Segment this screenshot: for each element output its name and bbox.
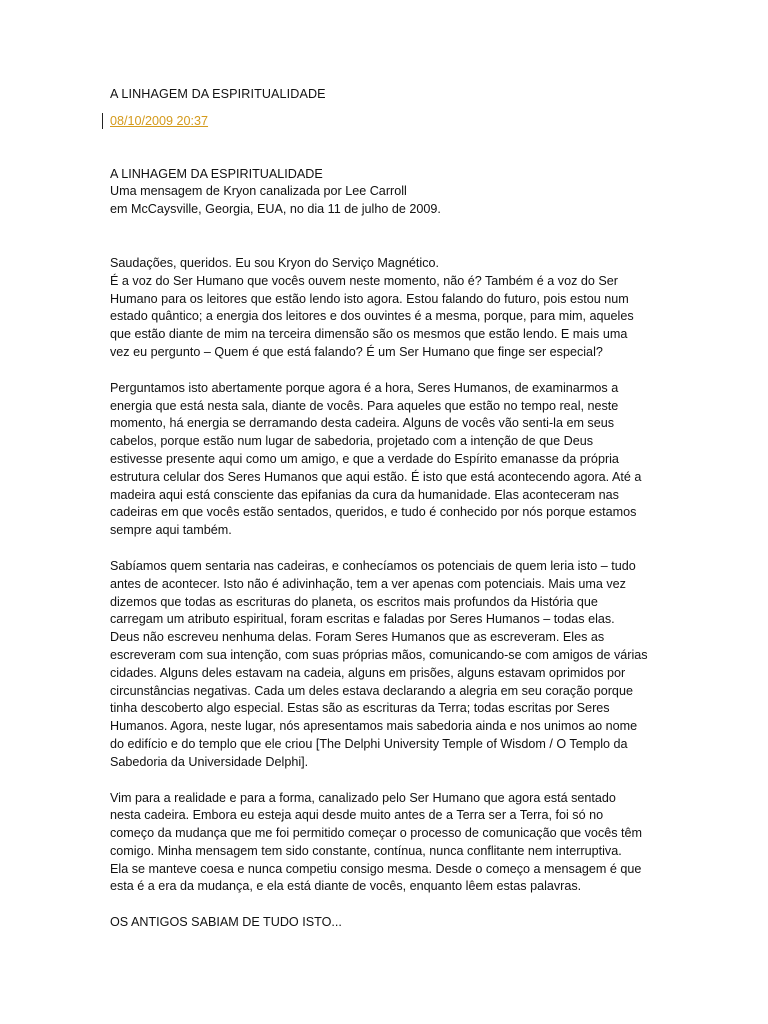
paragraph-line: momento, há energia se derramando desta cadeira. Alguns de vocês vão senti-la em seus: [110, 416, 615, 431]
paragraph-1: [110, 255, 670, 362]
paragraph-line: tinha descoberto algo especial. Estas são as escrituras da Terra; todas escritas por Seres: [110, 701, 610, 716]
intro-line: Uma mensagem de Kryon canalizada por Lee Carroll: [110, 184, 407, 199]
paragraph-line: que estão diante de mim na terceira dimensão são os mesmos que estão lendo. E mais uma: [110, 327, 628, 342]
paragraph-line: Sabíamos quem sentaria nas cadeiras, e conhecíamos os potenciais de quem leria isto – tudo: [110, 558, 636, 573]
paragraph-line: madeira aqui está consciente das epifanias da cura da humanidade. Elas aconteceram nas: [110, 487, 619, 502]
paragraph-line: cadeiras em que vocês estão sentados, queridos, e tudo é conhecido por nós porque estamos: [110, 505, 637, 520]
intro-line: A LINHAGEM DA ESPIRITUALIDADE: [110, 166, 323, 181]
paragraph-line: escreveram com sua intenção, com suas próprias mãos, comunicando-se com amigos de várias: [110, 647, 648, 662]
paragraph-line: Perguntamos isto abertamente porque agora é a hora, Seres Humanos, de examinarmos a: [110, 380, 619, 395]
section-heading-text: OS ANTIGOS SABIAM DE TUDO ISTO...: [110, 915, 342, 930]
paragraph-line: carregam um atributo espiritual, foram escritas e faladas por Seres Humanos – todas elas.: [110, 612, 615, 627]
paragraph-line: sempre aqui também.: [110, 523, 232, 538]
text-cursor: [102, 113, 103, 129]
paragraph-line: cidades. Alguns deles estavam na cadeia, alguns em prisões, alguns estavam oprimidos por: [110, 665, 626, 680]
paragraph-line: nesta cadeira. Embora eu esteja aqui desde muito antes de a Terra ser a Terra, foi só no: [110, 808, 604, 823]
paragraph-4: [110, 790, 670, 897]
document-page: [110, 86, 670, 932]
paragraph-line: circunstâncias negativas. Cada um deles estava declarando a alegria em seu coração porque: [110, 683, 633, 698]
paragraph-line: esta é a era da mudança, e ela está diante de vocês, enquanto lêem estas palavras.: [110, 879, 582, 894]
paragraph-line: Saudações, queridos. Eu sou Kryon do Serviço Magnético.: [110, 255, 440, 270]
intro-block: [110, 166, 670, 219]
paragraph-line: do edifício e do templo que ele criou [The Delphi University Temple of Wisdom / O Templo da: [110, 736, 628, 751]
paragraph-line: Sabedoria da Universidade Delphi].: [110, 754, 309, 769]
paragraph-line: Humano para os leitores que estão lendo isto agora. Estou falando do futuro, pois estou num: [110, 291, 629, 306]
paragraph-2: [110, 380, 670, 540]
paragraph-line: energia que está nesta sala, diante de vocês. Para aqueles que estão no tempo real, neste: [110, 398, 619, 413]
paragraph-line: Deus não escreveu nenhuma delas. Foram Seres Humanos que as escreveram. Eles as: [110, 630, 605, 645]
paragraph-line: É a voz do Ser Humano que vocês ouvem neste momento, não é? Também é a voz do Ser: [110, 273, 618, 288]
paragraph-line: Ela se manteve coesa e nunca competiu consigo mesma. Desde o começo a mensagem é que: [110, 861, 642, 876]
paragraph-line: estivesse presente aqui como um amigo, e que a verdade do Espírito emanasse da própria: [110, 451, 619, 466]
paragraph-line: antes de acontecer. Isto não é adivinhação, tem a ver apenas com potenciais. Mais uma vez: [110, 576, 626, 591]
paragraph-line: cabelos, porque estão num lugar de sabedoria, projetado com a intenção de que Deus: [110, 434, 594, 449]
date-link[interactable]: 08/10/2009 20:37: [110, 113, 209, 128]
paragraph-line: Humanos. Agora, neste lugar, nós apresentamos mais sabedoria ainda e nos unimos ao nome: [110, 719, 638, 734]
intro-line: em McCaysville, Georgia, EUA, no dia 11 de julho de 2009.: [110, 202, 441, 217]
paragraph-line: começo da mudança que me foi permitido começar o processo de comunicação que vocês têm: [110, 826, 643, 841]
paragraph-line: Vim para a realidade e para a forma, canalizado pelo Ser Humano que agora está sentado: [110, 790, 616, 805]
date-row: [110, 113, 670, 131]
paragraph-line: vez eu pergunto – Quem é que está falando? É um Ser Humano que finge ser especial?: [110, 344, 603, 359]
paragraph-line: comigo. Minha mensagem tem sido constante, contínua, nunca conflitante nem interruptiva.: [110, 843, 622, 858]
paragraph-line: estado quântico; a energia dos leitores e dos ouvintes é a mesma, porque, para mim, aqueles: [110, 309, 634, 324]
paragraph-line: estrutura celular dos Seres Humanos que aqui estão. É isto que está acontecendo agora. Até a: [110, 469, 642, 484]
document-title: A LINHAGEM DA ESPIRITUALIDADE: [110, 87, 326, 101]
paragraph-3: [110, 558, 670, 772]
paragraph-line: dizemos que todas as escrituras do planeta, os escritos mais profundos da História que: [110, 594, 598, 609]
section-heading: [110, 914, 670, 932]
